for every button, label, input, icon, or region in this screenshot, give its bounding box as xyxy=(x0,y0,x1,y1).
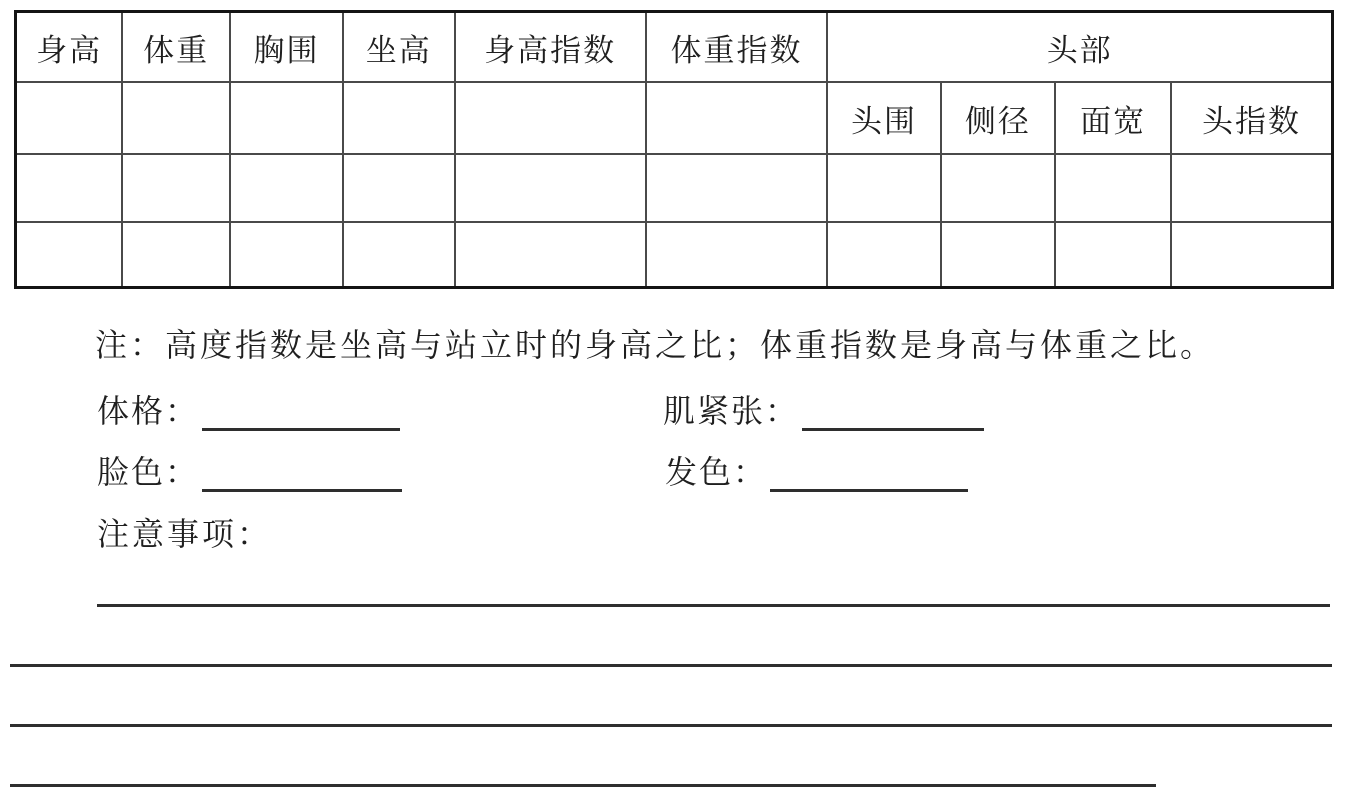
empty-cell xyxy=(122,154,230,222)
field-muscle-tone xyxy=(663,386,984,432)
header-cell-height: 身高 xyxy=(16,12,123,83)
empty-cell xyxy=(16,82,123,154)
header-cell-weight: 体重 xyxy=(122,12,230,83)
field-physique xyxy=(97,386,400,432)
measurement-table xyxy=(14,10,1334,289)
empty-cell xyxy=(941,154,1056,222)
table-subheader-row xyxy=(16,82,1333,154)
empty-cell xyxy=(827,154,940,222)
empty-cell xyxy=(122,222,230,288)
header-cell-sitting-height: 坐高 xyxy=(343,12,455,83)
empty-cell xyxy=(230,82,343,154)
empty-cell xyxy=(343,222,455,288)
empty-cell xyxy=(646,222,828,288)
notes-ruled-line-1 xyxy=(97,604,1330,607)
empty-cell xyxy=(16,154,123,222)
empty-cell xyxy=(941,222,1056,288)
notes-ruled-line-4 xyxy=(10,784,1156,787)
header-cell-weight-index: 体重指数 xyxy=(646,12,828,83)
notes-ruled-line-2 xyxy=(10,664,1332,667)
header-cell-chest: 胸围 xyxy=(230,12,343,83)
field-face-color-blank-line xyxy=(202,455,402,492)
empty-cell xyxy=(122,82,230,154)
index-definition-note: 注：高度指数是坐高与站立时的身高之比；体重指数是身高与体重之比。 xyxy=(95,327,1216,363)
notes-ruled-line-3 xyxy=(10,724,1332,727)
table-data-row-2 xyxy=(16,222,1333,288)
empty-cell xyxy=(230,154,343,222)
empty-cell xyxy=(455,154,646,222)
header-cell-head-index: 头指数 xyxy=(1171,82,1332,154)
table-header-row xyxy=(16,12,1333,83)
empty-cell xyxy=(827,222,940,288)
notes-heading: 注意事项： xyxy=(97,516,273,552)
field-hair-color-label: 发色： xyxy=(665,454,768,490)
empty-cell xyxy=(455,222,646,288)
empty-cell xyxy=(230,222,343,288)
field-physique-blank-line xyxy=(202,394,400,431)
field-hair-color-blank-line xyxy=(770,455,968,492)
empty-cell xyxy=(16,222,123,288)
empty-cell xyxy=(1055,222,1171,288)
field-face-color-label: 脸色： xyxy=(97,454,200,490)
empty-cell xyxy=(1055,154,1171,222)
field-physique-label: 体格： xyxy=(97,393,200,429)
header-cell-face-width: 面宽 xyxy=(1055,82,1171,154)
field-muscle-tone-label: 肌紧张： xyxy=(663,393,800,429)
field-hair-color xyxy=(665,447,968,493)
empty-cell xyxy=(646,154,828,222)
field-muscle-tone-blank-line xyxy=(802,394,984,431)
header-cell-head-group: 头部 xyxy=(827,12,1332,83)
empty-cell xyxy=(646,82,828,154)
field-face-color xyxy=(97,447,402,493)
empty-cell xyxy=(343,154,455,222)
empty-cell xyxy=(1171,154,1332,222)
header-cell-head-circumference: 头围 xyxy=(827,82,940,154)
header-cell-lateral-diameter: 侧径 xyxy=(941,82,1056,154)
header-cell-height-index: 身高指数 xyxy=(455,12,646,83)
table-data-row-1 xyxy=(16,154,1333,222)
empty-cell xyxy=(1171,222,1332,288)
empty-cell xyxy=(343,82,455,154)
empty-cell xyxy=(455,82,646,154)
